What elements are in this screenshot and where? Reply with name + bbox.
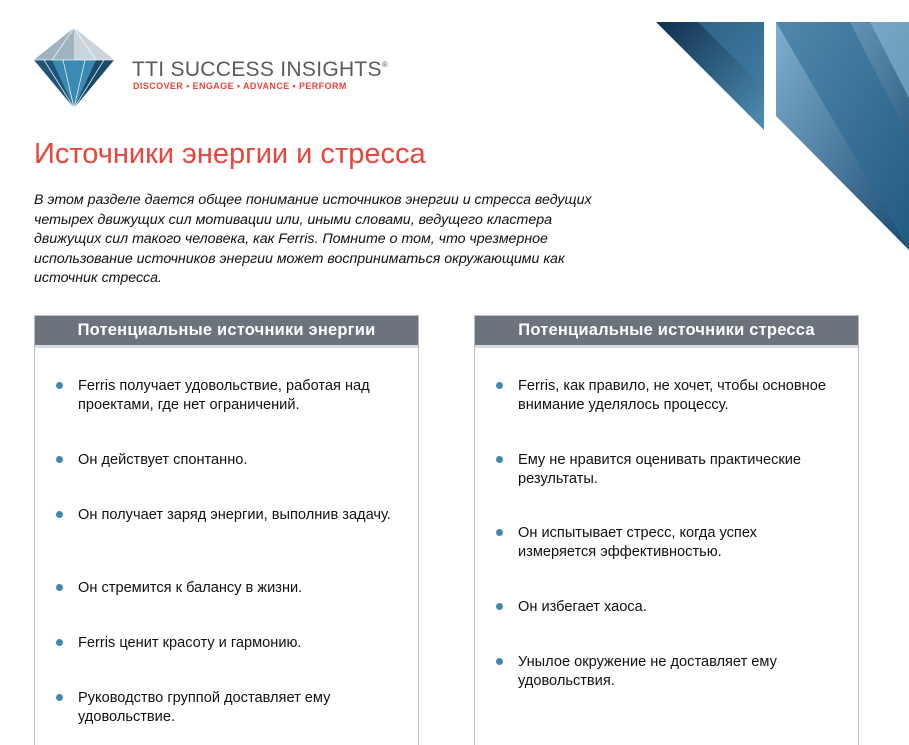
- list-item: Он получает заряд энергии, выполнив задачу.: [78, 506, 398, 525]
- panel-divider: [475, 345, 858, 348]
- list-item: Он стремится к балансу в жизни.: [78, 579, 398, 598]
- brand-tagline: DISCOVER • ENGAGE • ADVANCE • PERFORM: [133, 81, 347, 91]
- list-item: Ему не нравится оценивать практические результаты.: [518, 451, 838, 489]
- list-item: Ferris, как правило, не хочет, чтобы основное внимание уделялось процессу.: [518, 377, 838, 415]
- energy-panel-heading: Потенциальные источники энергии: [35, 316, 418, 345]
- bullet-icon: [496, 456, 503, 463]
- intro-paragraph: В этом разделе дается общее понимание источников энергии и стресса ведущих четырех движущих сил мотивации или, иными словами, ведущего кластера движущих сил такого человека, как Ferris. Помните о том, что чрезмерное использование источников энергии может восприниматься окружающими как источник стресса.: [34, 192, 592, 287]
- list-item: Ferris ценит красоту и гармонию.: [78, 634, 398, 653]
- list-item: Он действует спонтанно.: [78, 451, 398, 470]
- bullet-icon: [56, 456, 63, 463]
- stress-panel-heading: Потенциальные источники стресса: [475, 316, 858, 345]
- list-item: Ferris получает удовольствие, работая над проектами, где нет ограничений.: [78, 377, 398, 415]
- panel-divider: [35, 345, 418, 348]
- list-item: Унылое окружение не доставляет ему удовольствия.: [518, 653, 838, 691]
- decorative-corner-graphic: [650, 18, 909, 254]
- bullet-icon: [496, 603, 503, 610]
- bullet-icon: [56, 382, 63, 389]
- bullet-icon: [56, 639, 63, 646]
- bullet-icon: [496, 658, 503, 665]
- stress-sources-panel: [474, 315, 859, 745]
- bullet-icon: [56, 694, 63, 701]
- list-item: Он испытывает стресс, когда успех измеряется эффективностью.: [518, 524, 838, 562]
- brand-name: TTI SUCCESS INSIGHTS®: [132, 58, 389, 81]
- tti-diamond-logo-icon: [32, 26, 116, 110]
- page-title: Источники энергии и стресса: [34, 138, 426, 170]
- bullet-icon: [496, 529, 503, 536]
- list-item: Руководство группой доставляет ему удовольствие.: [78, 689, 398, 727]
- bullet-icon: [56, 584, 63, 591]
- list-item: Он избегает хаоса.: [518, 598, 838, 617]
- bullet-icon: [56, 511, 63, 518]
- bullet-icon: [496, 382, 503, 389]
- energy-sources-panel: [34, 315, 419, 745]
